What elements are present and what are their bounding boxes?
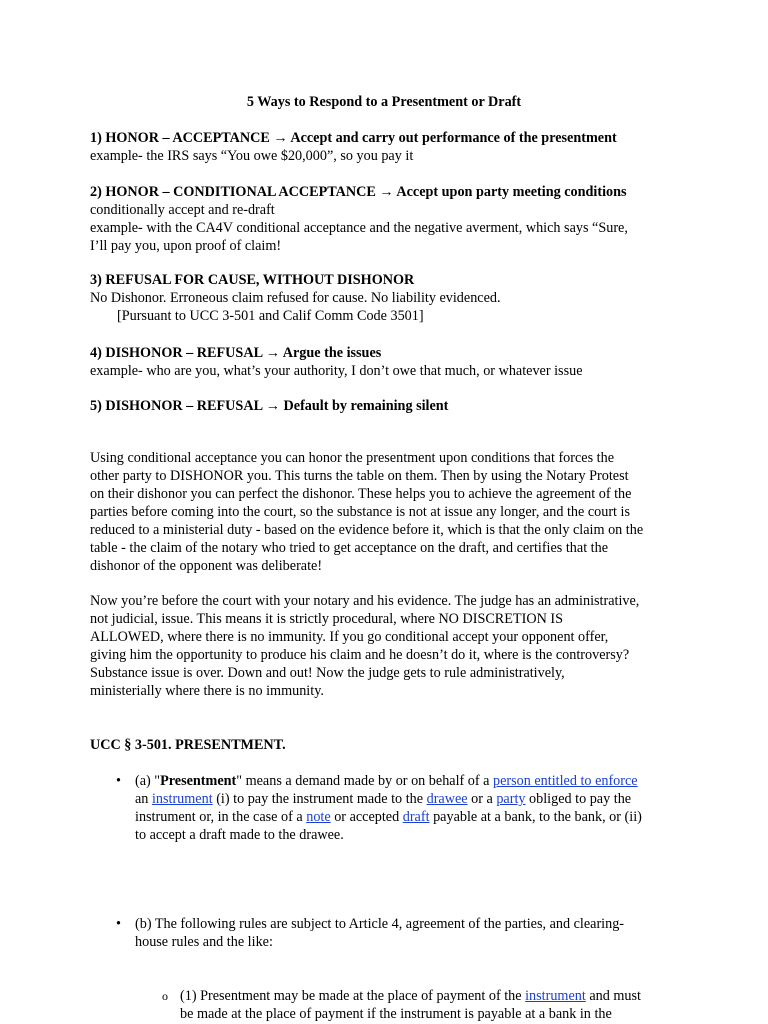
list-item-text: (b) The following rules are subject to Article 4, agreement of the parties, and clearing- house rules and the like: [135, 916, 625, 950]
link-person-entitled-to-enforce[interactable]: person entitled to enforce [493, 773, 638, 789]
link-party[interactable]: party [496, 791, 526, 807]
list-item-text: (a) "Presentment" means a demand made by or on behalf of a person entitled to enforce an instrument (i) to pay the instrument made to the drawee or a party obliged to pay the instrument or, in the case of a note or accepted draft payable at a bank, to the bank, or (ii) to accept a draft made to the drawee. [135, 773, 642, 843]
paragraph-line: ministerially where there is no immunity. [90, 683, 324, 699]
item-heading: 2) HONOR – CONDITIONAL ACCEPTANCE [90, 184, 380, 200]
link-note[interactable]: note [306, 809, 331, 825]
link-instrument[interactable]: instrument [151, 791, 213, 807]
item-action: Argue the issues [279, 345, 382, 361]
bullet-icon: • [116, 916, 121, 932]
item-heading: 1) HONOR – ACCEPTANCE [90, 130, 274, 146]
page-title: 5 Ways to Respond to a Presentment or Draft [246, 94, 522, 110]
paragraph-line: table - the claim of the notary who tried to get acceptance on the draft, and certifies that the [90, 540, 609, 556]
term-presentment: Presentment [160, 773, 237, 789]
item-line: example- the IRS says “You owe $20,000”, so you pay it [90, 148, 414, 164]
item-action: Accept and carry out performance of the presentment [287, 130, 617, 146]
item-refusal-for-cause [90, 271, 650, 325]
item-line: example- who are you, what’s your authority, I don’t owe that much, or whatever issue [90, 363, 583, 379]
item-line: No Dishonor. Erroneous claim refused for cause. No liability evidenced. [90, 290, 501, 306]
paragraph-line: Now you’re before the court with your notary and his evidence. The judge has an administrative, [90, 593, 640, 609]
list-item-a [90, 772, 650, 844]
paragraph-line: Substance issue is over. Down and out! Now the judge gets to rule administratively, [90, 665, 565, 681]
item-honor-conditional-acceptance [90, 183, 650, 255]
right-arrow-icon: → [379, 184, 394, 200]
section-heading: UCC § 3-501. PRESENTMENT. [90, 737, 286, 753]
item-action: Accept upon party meeting conditions [393, 184, 627, 200]
link-drawee[interactable]: drawee [426, 791, 468, 807]
item-honor-acceptance [90, 129, 650, 165]
paragraph-conditional-acceptance [90, 449, 660, 575]
paragraph-court [90, 592, 660, 700]
item-citation: [Pursuant to UCC 3-501 and Calif Comm Code 3501] [117, 308, 424, 324]
right-arrow-icon: → [265, 345, 280, 361]
paragraph-line: not judicial, issue. This means it is strictly procedural, where NO DISCRETION IS [90, 611, 563, 627]
bullet-icon: • [116, 773, 121, 789]
sub-list-item-b1 [90, 987, 650, 1023]
item-heading: 5) DISHONOR – REFUSAL [90, 398, 266, 414]
item-line: I’ll pay you, upon proof of claim! [90, 238, 282, 254]
paragraph-line: ALLOWED, where there is no immunity. If you go conditional accept your opponent offer, [90, 629, 609, 645]
paragraph-line: dishonor of the opponent was deliberate! [90, 558, 323, 574]
paragraph-line: Using conditional acceptance you can honor the presentment upon conditions that forces the [90, 450, 614, 466]
link-instrument[interactable]: instrument [525, 988, 586, 1004]
item-dishonor-argue [90, 344, 650, 380]
sub-list-item-text: (1) Presentment may be made at the place of payment of the instrument and must be made at the place of payment if the instrument is payable at a bank in the [180, 988, 641, 1022]
paragraph-line: on their dishonor you can perfect the dishonor. These helps you to achieve the agreement of the [90, 486, 632, 502]
item-dishonor-silent [90, 397, 650, 415]
paragraph-line: giving him the opportunity to produce his claim and he doesn’t do it, where is the controversy? [90, 647, 630, 663]
right-arrow-icon: → [273, 130, 288, 146]
item-line: conditionally accept and re-draft [90, 202, 275, 218]
item-heading: 4) DISHONOR – REFUSAL [90, 345, 266, 361]
item-line: example- with the CA4V conditional acceptance and the negative averment, which says “Sure, [90, 220, 628, 236]
paragraph-line: other party to DISHONOR you. This turns the table on them. Then by using the Notary Protest [90, 468, 629, 484]
item-action: Default by remaining silent [279, 398, 449, 414]
paragraph-line: reduced to a ministerial duty - based on the evidence before it, which is that the only claim on the [90, 522, 644, 538]
right-arrow-icon: → [265, 398, 280, 414]
paragraph-line: parties before coming into the court, so the substance is not at issue any longer, and the court is [90, 504, 630, 520]
sub-bullet-icon: o [162, 989, 168, 1003]
list-item-b [90, 915, 650, 951]
item-heading: 3) REFUSAL FOR CAUSE, WITHOUT DISHONOR [90, 272, 415, 288]
link-draft[interactable]: draft [402, 809, 430, 825]
